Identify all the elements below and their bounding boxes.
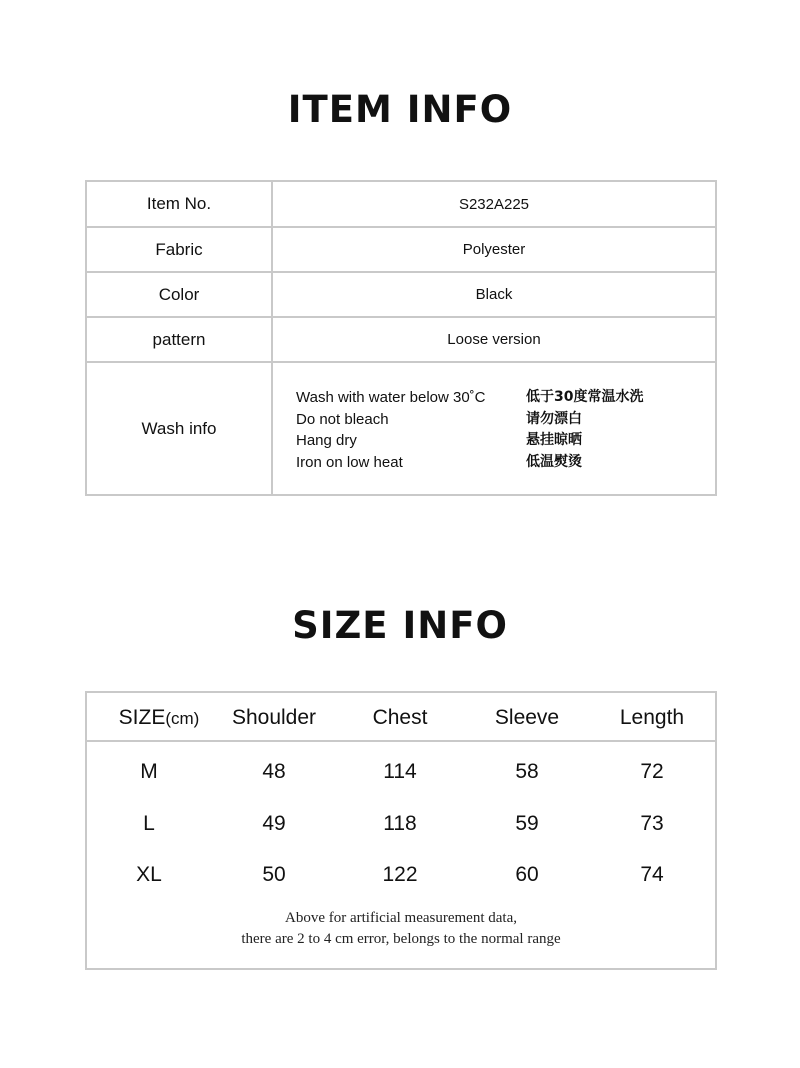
header-size-unit: (cm) bbox=[165, 709, 200, 728]
wash-instructions bbox=[296, 387, 706, 473]
wash-line bbox=[296, 387, 706, 409]
size-row-xl bbox=[87, 855, 715, 895]
item-row-item-no bbox=[87, 182, 715, 228]
item-info-title: ITEM INFO bbox=[287, 88, 513, 131]
wash-line-en: Wash with water below 30˚C bbox=[296, 389, 486, 406]
item-row-wash-info bbox=[87, 363, 715, 494]
length-cell: 73 bbox=[640, 812, 664, 835]
measurement-note bbox=[87, 908, 715, 950]
item-row-pattern bbox=[87, 318, 715, 363]
item-label: Fabric bbox=[87, 228, 273, 271]
wash-line-en: Do not bleach bbox=[296, 410, 389, 428]
wash-line-cn: 悬挂晾晒 bbox=[526, 432, 582, 448]
header-size-label: SIZE bbox=[118, 706, 166, 729]
item-value: S232A225 bbox=[458, 195, 530, 213]
sleeve-cell: 58 bbox=[515, 760, 539, 783]
item-value: Black bbox=[475, 286, 513, 303]
size-row-l bbox=[87, 804, 715, 844]
item-value: Loose version bbox=[447, 331, 541, 348]
length-cell: 74 bbox=[640, 863, 664, 886]
chest-cell: 122 bbox=[382, 863, 418, 886]
size-chart-header bbox=[87, 693, 715, 742]
size-info-title: SIZE INFO bbox=[292, 604, 508, 647]
length-cell: 72 bbox=[640, 760, 664, 783]
wash-line-en: Iron on low heat bbox=[296, 453, 403, 471]
shoulder-cell: 49 bbox=[262, 812, 286, 835]
wash-line-en: Hang dry bbox=[296, 432, 357, 449]
size-cell: L bbox=[143, 812, 155, 835]
item-label: Wash info bbox=[87, 363, 273, 494]
size-row-m bbox=[87, 752, 715, 792]
item-row-color bbox=[87, 273, 715, 318]
sleeve-cell: 59 bbox=[515, 812, 539, 835]
size-cell: M bbox=[140, 760, 158, 783]
chest-cell: 118 bbox=[383, 812, 417, 835]
item-value: Polyester bbox=[462, 241, 526, 258]
header-length: Length bbox=[619, 706, 685, 729]
item-label: Item No. bbox=[87, 182, 273, 226]
wash-line-cn: 低于30度常温水洗 bbox=[526, 389, 644, 405]
item-info-table bbox=[85, 180, 717, 496]
header-shoulder: Shoulder bbox=[231, 706, 317, 729]
size-cell: XL bbox=[136, 863, 162, 886]
wash-line-cn: 低温熨烫 bbox=[526, 453, 582, 470]
measurement-note-line-1: Above for artificial measurement data, bbox=[285, 910, 517, 926]
wash-line bbox=[296, 452, 706, 474]
wash-line bbox=[296, 409, 706, 431]
item-row-fabric bbox=[87, 228, 715, 273]
item-label: Color bbox=[87, 273, 273, 316]
measurement-note-line-2: there are 2 to 4 cm error, belongs to the normal range bbox=[241, 931, 561, 947]
header-size bbox=[96, 706, 222, 730]
chest-cell: 114 bbox=[383, 760, 417, 783]
header-chest: Chest bbox=[372, 706, 428, 729]
wash-line bbox=[296, 430, 706, 452]
item-label: pattern bbox=[87, 318, 273, 361]
shoulder-cell: 48 bbox=[262, 760, 286, 783]
wash-line-cn: 请勿漂白 bbox=[526, 410, 582, 427]
sleeve-cell: 60 bbox=[515, 863, 539, 886]
shoulder-cell: 50 bbox=[262, 863, 286, 886]
size-chart-table bbox=[85, 691, 717, 970]
header-sleeve: Sleeve bbox=[494, 706, 560, 729]
